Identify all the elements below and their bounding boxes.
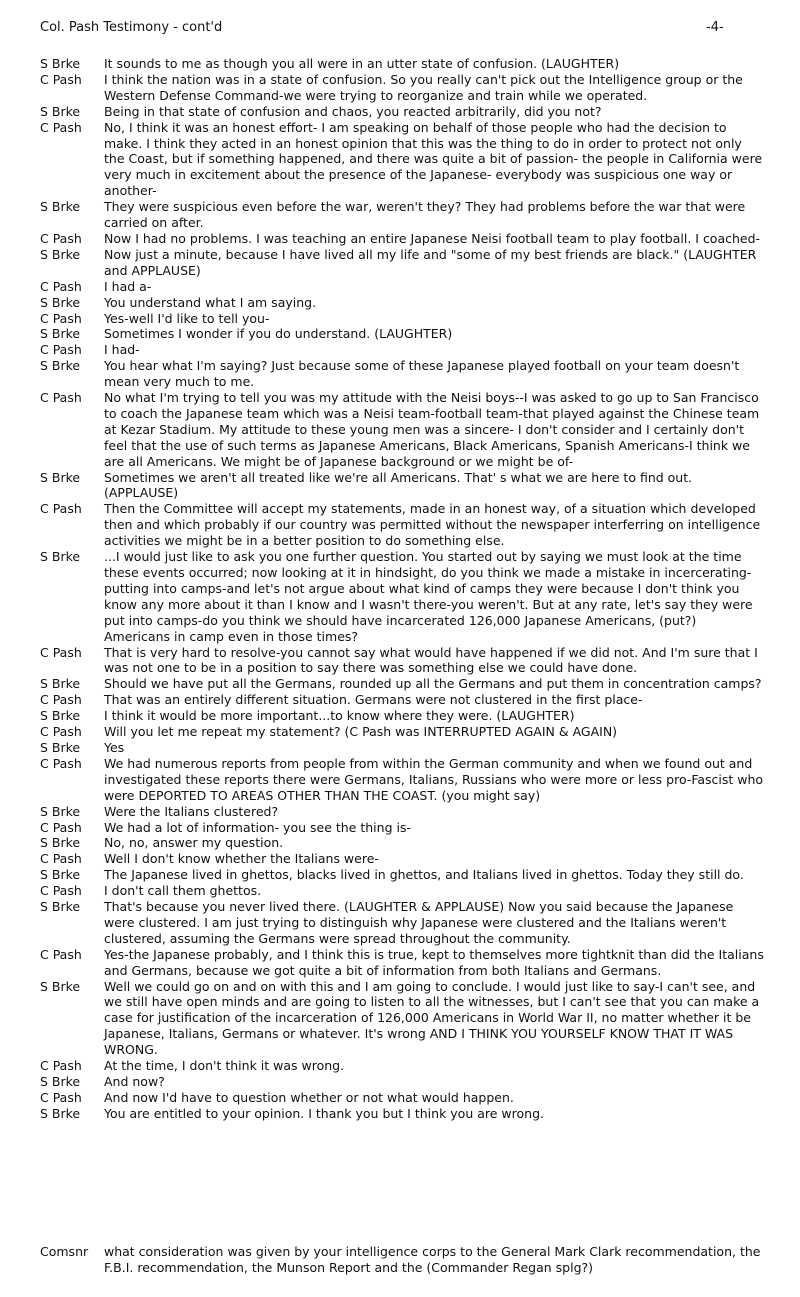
speaker-label: C Pash — [40, 119, 82, 135]
transcript-entry — [40, 820, 765, 836]
entry-text: Then the Committee will accept my statements, made in an honest way, of a situation which developed then and which probably if our country was permitted without the newspaper interferring on intelligence activities we might be in a better position to do something else. — [104, 501, 761, 549]
speaker-label: S Brke — [40, 978, 81, 994]
transcript-entry — [40, 120, 765, 200]
transcript-entry — [40, 358, 765, 390]
entry-text: Well I don't know whether the Italians were- — [104, 851, 379, 867]
transcript-entry — [40, 676, 765, 692]
transcript-entry — [40, 1106, 765, 1122]
transcript-entry — [40, 311, 765, 327]
transcript-entry — [40, 851, 765, 867]
transcript-entry — [40, 247, 765, 279]
document-title: Col. Pash Testimony - cont'd — [40, 20, 223, 35]
transcript-entry — [40, 645, 765, 677]
entry-text: That's because you never lived there. (LAUGHTER & APPLAUSE) Now you said because the Japanese were clustered. I am just trying to distinguish why Japanese were clustered and the Italians weren't clustered, assuming the Germans were spread throughout the community. — [104, 899, 734, 946]
entry-text: No what I'm trying to tell you was my attitude with the Neisi boys--I was asked to go up to San Francisco to coach the Japanese team which was a Neisi team-football team-that played against the Chinese team at Kezar Stadium. My attitude to these young men was a sincere- I don't consider and I certainly don't feel that the use of such terms as Japanese Americans, Black Americans, Spanish Americans-I think we are all Americans. We might be of Japanese background or we might be of- — [104, 390, 760, 469]
transcript-entry — [40, 708, 765, 724]
speaker-label: S Brke — [40, 676, 81, 692]
speaker-label: C Pash — [40, 946, 82, 962]
entry-text: Well we could go on and on with this and I am going to conclude. I would just like to say-I can't see, and we still have open minds and are going to listen to all the witnesses, but I can't see that you can make a case for justification of the incarceration of 126,000 Americans in World War II, no matter whether it be Japanese, Italians, Germans or whatever. It's wrong AND I THINK YOU YOURSELF KNOW THAT IT WAS WRONG. — [104, 978, 760, 1058]
transcript-entry — [40, 756, 765, 804]
speaker-label: C Pash — [40, 501, 82, 517]
entry-text: I had a- — [104, 278, 152, 294]
entry-text: Yes — [104, 739, 125, 755]
speaker-label: S Brke — [40, 103, 81, 119]
speaker-label: C Pash — [40, 1089, 82, 1105]
entry-text: Yes-well I'd like to tell you- — [104, 310, 270, 326]
speaker-label: C Pash — [40, 819, 82, 835]
entry-text: And now I'd have to question whether or not what would happen. — [104, 1089, 514, 1105]
transcript-entry — [40, 867, 765, 883]
speaker-label: S Brke — [40, 246, 81, 262]
entry-text: Sometimes we aren't all treated like we're all Americans. That' s what we are here to find out. (APPLAUSE) — [104, 469, 693, 501]
speaker-label: C Pash — [40, 390, 82, 406]
speaker-label: C Pash — [40, 851, 82, 867]
entry-text: what consideration was given by your intelligence corps to the General Mark Clark recommendation, the F.B.I. recommendation, the Munson Report and the (Commander Regan splg?) — [104, 1244, 761, 1275]
entry-text: Were the Italians clustered? — [104, 803, 279, 819]
speaker-label: S Brke — [40, 1105, 81, 1121]
transcript-entry — [40, 326, 765, 342]
speaker-label: C Pash — [40, 342, 82, 358]
speaker-label: S Brke — [40, 549, 81, 565]
entry-text: The Japanese lived in ghettos, blacks lived in ghettos, and Italians lived in ghettos. Today they still do. — [104, 867, 744, 883]
entry-text: You are entitled to your opinion. I thank you but I think you are wrong. — [104, 1105, 544, 1121]
entry-text: We had numerous reports from people from within the German community and when we found out and investigated these reports there were Germans, Italians, Russians who were more or less pro-Fascist who were DEPORTED TO AREAS OTHER THAN THE COAST. (you might say) — [104, 755, 764, 803]
entry-text: I don't call them ghettos. — [104, 883, 262, 899]
speaker-label: S Brke — [40, 358, 81, 374]
entry-text: No, no, answer my question. — [104, 835, 284, 851]
transcript-entry — [40, 692, 765, 708]
speaker-label: S Brke — [40, 1074, 81, 1089]
speaker-label: C Pash — [40, 230, 82, 246]
transcript-entry — [40, 470, 765, 502]
entry-text: Sometimes I wonder if you do understand. (LAUGHTER) — [104, 326, 453, 342]
entry-text: Should we have put all the Germans, rounded up all the Germans and put them in concentration camps? — [104, 676, 762, 692]
transcript-entry — [40, 1074, 765, 1090]
speaker-label: S Brke — [40, 294, 81, 310]
entry-text: I think it would be more important...to know where they were. (LAUGHTER) — [104, 708, 575, 724]
entry-text: You understand what I am saying. — [104, 294, 317, 310]
transcript-entry — [40, 104, 765, 120]
transcript-entry — [40, 899, 765, 947]
transcript-entry-commissioner — [40, 1244, 765, 1276]
transcript-entry — [40, 724, 765, 740]
speaker-label: C Pash — [40, 883, 82, 899]
entry-text: Being in that state of confusion and chaos, you reacted arbitrarily, did you not? — [104, 103, 602, 119]
transcript-entry — [40, 199, 765, 231]
speaker-label: S Brke — [40, 56, 81, 71]
speaker-label: S Brke — [40, 803, 81, 819]
transcript-entry — [40, 72, 765, 104]
speaker-label: S Brke — [40, 326, 81, 342]
transcript-entry — [40, 1058, 765, 1074]
speaker-label: S Brke — [40, 835, 81, 851]
speaker-label: C Pash — [40, 278, 82, 294]
transcript-entry — [40, 231, 765, 247]
speaker-label: Comsnr — [40, 1244, 89, 1259]
speaker-label: C Pash — [40, 1058, 82, 1074]
transcript-entry — [40, 549, 765, 644]
entry-text: They were suspicious even before the war, weren't they? They had problems before the war that were carried on after. — [104, 199, 746, 231]
transcript-entry — [40, 390, 765, 470]
speaker-label: C Pash — [40, 644, 82, 660]
transcript-entry — [40, 279, 765, 295]
transcript-entry — [40, 740, 765, 756]
transcript-entry — [40, 501, 765, 549]
speaker-label: S Brke — [40, 739, 81, 755]
entry-text: Yes-the Japanese probably, and I think this is true, kept to themselves more tightknit than did the Italians and Germans, because we got quite a bit of information from both Italians and Germans. — [104, 946, 764, 978]
entry-text: It sounds to me as though you all were in an utter state of confusion. (LAUGHTER) — [104, 56, 620, 71]
transcript-entry — [40, 56, 765, 72]
speaker-label: C Pash — [40, 310, 82, 326]
entry-text: Will you let me repeat my statement? (C Pash was INTERRUPTED AGAIN & AGAIN) — [104, 724, 618, 740]
speaker-label: C Pash — [40, 724, 82, 740]
transcript-entry — [40, 883, 765, 899]
entry-text: ...I would just like to ask you one further question. You started out by saying we must look at the time these events occurred; now looking at it in hindsight, do you think we made a mistake in incercerating-putting into camps-and let's not argue about what kind of camps they were because I don't think you know any more about it than I know and I wasn't there-you weren't. But at any rate, let's say they were put into camps-do you think we should have incarcerated 126,000 Japanese Americans, (put?) Americans in camp even in those times? — [104, 549, 753, 644]
transcript-entry — [40, 979, 765, 1059]
speaker-label: S Brke — [40, 199, 81, 215]
transcript-entry — [40, 804, 765, 820]
entry-text: Now I had no problems. I was teaching an entire Japanese Neisi football team to play football. I coached- — [104, 230, 761, 246]
transcript-entry — [40, 835, 765, 851]
transcript-entry — [40, 1090, 765, 1106]
speaker-label: C Pash — [40, 71, 82, 87]
entry-text: That is very hard to resolve-you cannot say what would have happened if we did not. And I'm sure that I was not one to be in a position to say there was something else we could have done. — [104, 644, 758, 676]
transcript-entry — [40, 947, 765, 979]
transcript — [40, 56, 765, 1122]
speaker-label: S Brke — [40, 867, 81, 883]
entry-text: At the time, I don't think it was wrong. — [104, 1058, 345, 1074]
transcript-entry — [40, 295, 765, 311]
transcript-entry — [40, 342, 765, 358]
entry-text: You hear what I'm saying? Just because some of these Japanese played football on your team doesn't mean very much to me. — [104, 358, 740, 390]
entry-text: Now just a minute, because I have lived all my life and "some of my best friends are black." (LAUGHTER and APPLAUSE) — [104, 246, 757, 278]
page-number: -4- — [706, 20, 724, 35]
speaker-label: S Brke — [40, 899, 81, 915]
entry-text: And now? — [104, 1074, 165, 1089]
speaker-label: S Brke — [40, 708, 81, 724]
entry-text: We had a lot of information- you see the thing is- — [104, 819, 411, 835]
entry-text: No, I think it was an honest effort- I am speaking on behalf of those people who had the decision to make. I think they acted in an honest opinion that this was the thing to do in order to protect not only the Coast, but if something happened, and there was quite a bit of passion- the people in California were very much in excitement about the presence of the Japanese- everybody was suspicious one way or another- — [104, 119, 763, 199]
entry-text: I had- — [104, 342, 140, 358]
entry-text: I think the nation was in a state of confusion. So you really can't pick out the Intelligence group or the Western Defense Command-we were trying to reorganize and train while we operated. — [104, 71, 743, 103]
speaker-label: S Brke — [40, 469, 81, 485]
speaker-label: C Pash — [40, 692, 82, 708]
entry-text: That was an entirely different situation. Germans were not clustered in the first place- — [104, 692, 643, 708]
speaker-label: C Pash — [40, 755, 82, 771]
